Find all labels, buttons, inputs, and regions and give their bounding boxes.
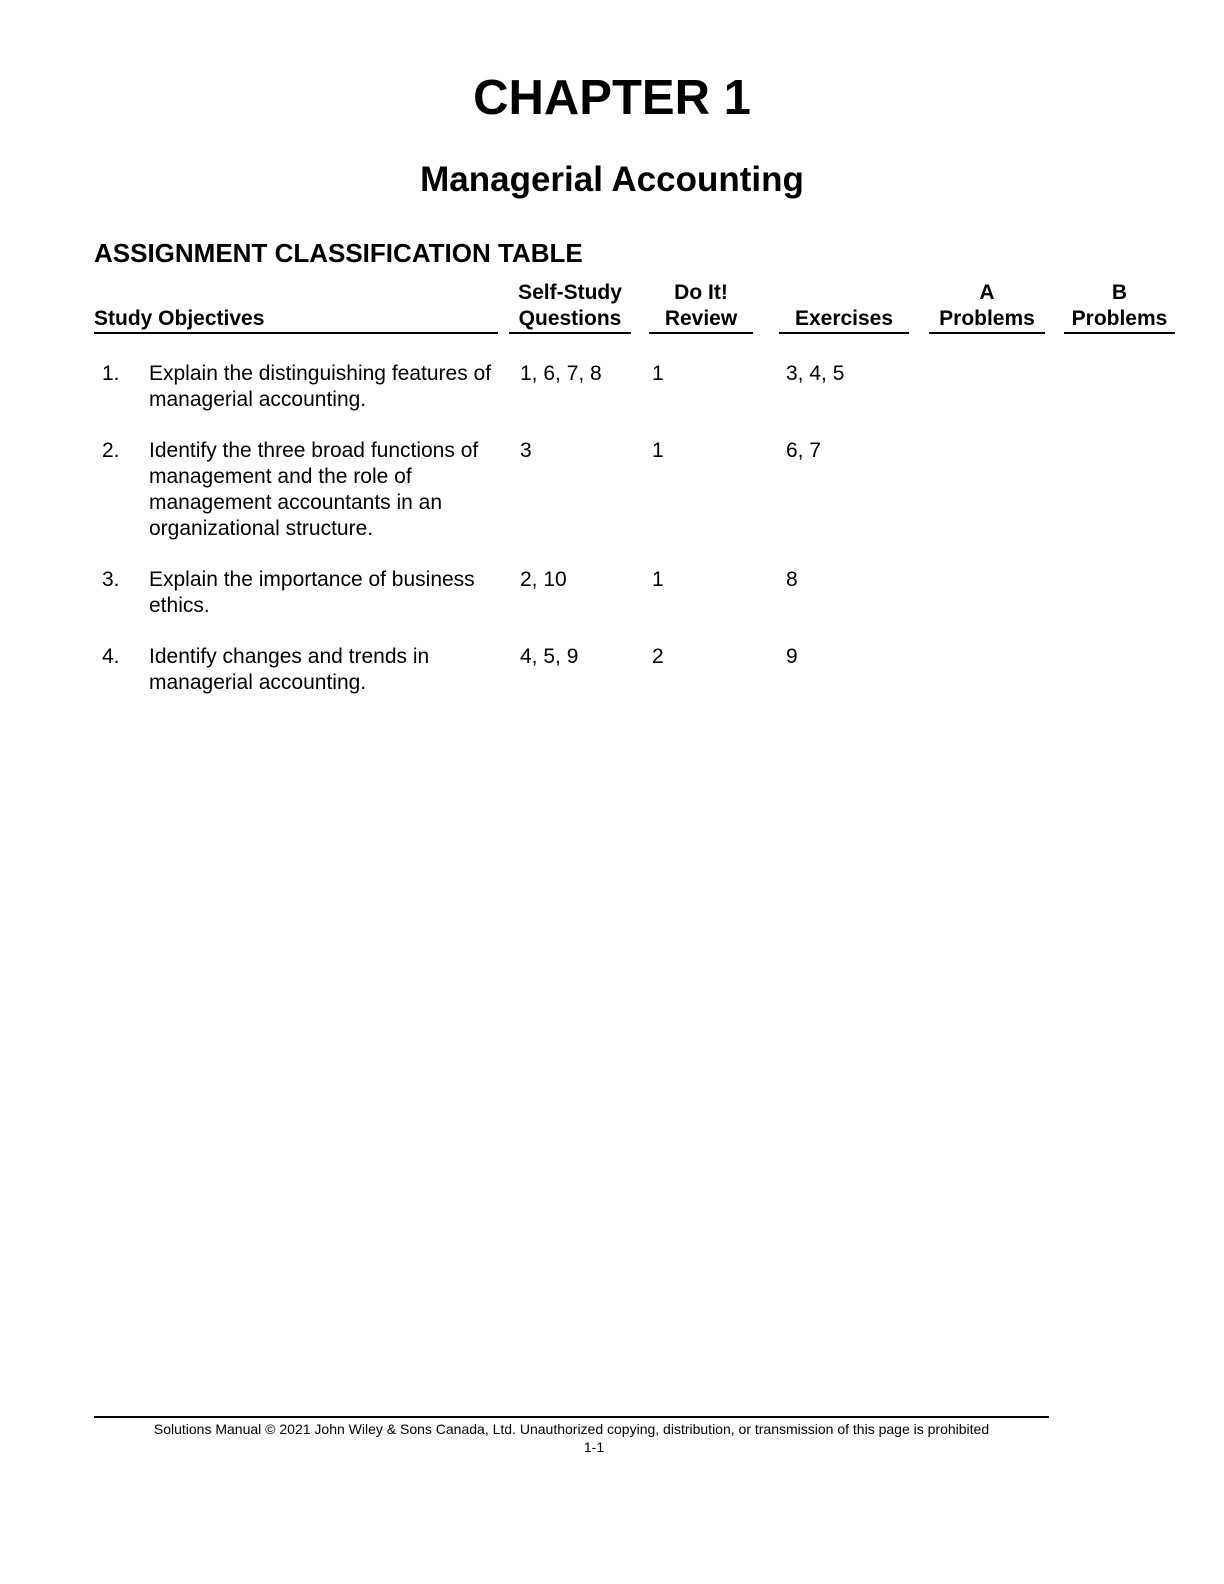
header-study-objectives-label: Study Objectives (94, 307, 265, 330)
self-study-questions: 4, 5, 9 (520, 645, 579, 668)
self-study-questions: 1, 6, 7, 8 (520, 362, 602, 385)
header-a-problems-line1: A (979, 281, 995, 304)
section-heading: ASSIGNMENT CLASSIFICATION TABLE (94, 238, 583, 268)
objective-description: Explain the distinguishing features of managerial accounting. (149, 362, 492, 411)
header-do-it-line1: Do It! (674, 281, 728, 304)
objective-number: 4. (102, 645, 120, 668)
header-self-study-line2: Questions (518, 307, 622, 330)
objective-description: Identify changes and trends in managerial accounting. (149, 645, 430, 694)
exercises: 6, 7 (786, 439, 822, 462)
exercises: 8 (786, 568, 798, 591)
header-do-it (649, 282, 753, 334)
header-self-study (509, 282, 631, 334)
header-self-study-line1: Self-Study (518, 281, 622, 304)
chapter-subtitle: Managerial Accounting (420, 160, 804, 199)
exercises: 9 (786, 645, 798, 668)
header-a-problems-line2: Problems (939, 307, 1035, 330)
header-a-problems (929, 282, 1045, 334)
objective-description: Identify the three broad functions of management and the role of management accountants in an organizational structure. (149, 439, 479, 540)
objective-number: 1. (102, 362, 120, 385)
do-it-review: 2 (652, 645, 664, 668)
header-b-problems (1064, 282, 1175, 334)
page-number: 1-1 (583, 1439, 605, 1455)
self-study-questions: 3 (520, 439, 532, 462)
header-exercises (779, 282, 909, 334)
header-do-it-line2: Review (664, 307, 738, 330)
chapter-title: CHAPTER 1 (473, 71, 751, 125)
exercises: 3, 4, 5 (786, 362, 845, 385)
header-exercises-label: Exercises (794, 307, 894, 330)
do-it-review: 1 (652, 568, 664, 591)
objective-description: Explain the importance of business ethics. (149, 568, 475, 617)
header-b-problems-line2: Problems (1071, 307, 1168, 330)
do-it-review: 1 (652, 362, 664, 385)
objective-number: 2. (102, 439, 120, 462)
footer-copyright: Solutions Manual © 2021 John Wiley & Sons Canada, Ltd. Unauthorized copying, distribution, or transmission of this page is prohibited (153, 1421, 990, 1437)
do-it-review: 1 (652, 439, 664, 462)
self-study-questions: 2, 10 (520, 568, 567, 591)
header-study-objectives (94, 282, 498, 334)
header-b-problems-line1: B (1111, 281, 1128, 304)
objective-number: 3. (102, 568, 120, 591)
footer-divider (94, 1416, 1049, 1418)
